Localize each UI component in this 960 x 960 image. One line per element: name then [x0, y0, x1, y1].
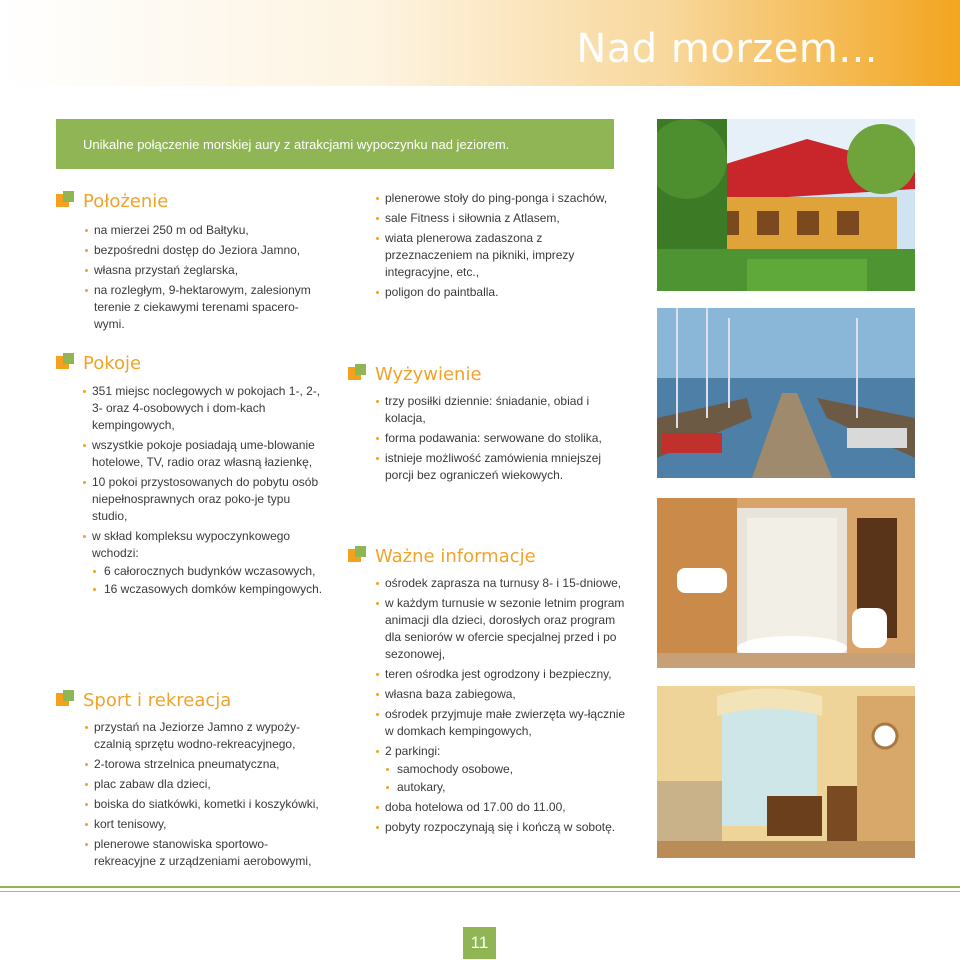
section-title-wyzywienie: Wyżywienie: [375, 364, 482, 385]
list-item: plenerowe stanowiska sportowo-rekreacyjne z urządzeniami aerobowymi,: [85, 836, 326, 870]
room-photo-image: [657, 686, 915, 858]
photo-pier: [657, 308, 915, 478]
sub-list-item: samochody osobowe,: [385, 761, 630, 778]
list-item: doba hotelowa od 17.00 do 11.00,: [376, 799, 630, 816]
polozenie-list: [85, 222, 321, 333]
list-item: ośrodek zaprasza na turnusy 8- i 15-dniowe,: [376, 575, 630, 592]
section-wyzywienie: [348, 364, 630, 487]
list-item: własna przystań żeglarska,: [85, 262, 321, 279]
list-item: 2-torowa strzelnica pneumatyczna,: [85, 756, 326, 773]
list-item: na mierzei 250 m od Bałtyku,: [85, 222, 321, 239]
page-number: 11: [463, 927, 496, 959]
list-item: przystań na Jeziorze Jamno z wypoży-czalnią sprzętu wodno-rekreacyjnego,: [85, 719, 326, 753]
intro-banner-text: Unikalne połączenie morskiej aury z atrakcjami wypoczynku nad jeziorem.: [83, 137, 510, 152]
section-header: [56, 690, 326, 714]
sub-list-item: 6 całorocznych budynków wczasowych,: [92, 563, 326, 580]
sub-list-item: autokary,: [385, 779, 630, 796]
list-item: własna baza zabiegowa,: [376, 686, 630, 703]
list-item: plenerowe stoły do ping-ponga i szachów,: [376, 190, 631, 207]
section-wazne: [348, 546, 630, 839]
page-header: [0, 0, 960, 86]
section-title-polozenie: Położenie: [83, 191, 169, 212]
list-item: istnieje możliwość zamówienia mniejszej porcji bez ograniczeń wiekowych.: [376, 450, 630, 484]
pokoje-list: [83, 383, 326, 598]
list-item: boiska do siatkówki, kometki i koszykówki,: [85, 796, 326, 813]
section-title-sport: Sport i rekreacja: [83, 690, 232, 711]
list-item: pobyty rozpoczynają się i kończą w sobotę.: [376, 819, 630, 836]
list-item: bezpośredni dostęp do Jeziora Jamno,: [85, 242, 321, 259]
section-header: [56, 353, 326, 377]
wazne-list: [376, 575, 630, 836]
polozenie-cont-list: [376, 190, 631, 301]
photo-building: [657, 119, 915, 291]
section-polozenie: [56, 191, 321, 336]
list-item: sale Fitness i siłownia z Atlasem,: [376, 210, 631, 227]
building-photo-image: [657, 119, 915, 291]
list-item-text: 2 parkingi:: [385, 744, 441, 758]
page-title: Nad morzem...: [576, 26, 878, 72]
bathroom-photo-image: [657, 498, 915, 668]
list-item: kort tenisowy,: [85, 816, 326, 833]
footer-divider-accent: [0, 891, 960, 892]
list-item: poligon do paintballa.: [376, 284, 631, 301]
list-item: w każdym turnusie w sezonie letnim program animacji dla dzieci, dorosłych oraz program dla seniorów w ofercie specjalnej przed i po sezonowej,: [376, 595, 630, 663]
section-header: [348, 546, 630, 570]
list-item: trzy posiłki dziennie: śniadanie, obiad i kolacja,: [376, 393, 630, 427]
section-header: [348, 364, 630, 388]
list-item: plac zabaw dla dzieci,: [85, 776, 326, 793]
pier-photo-image: [657, 308, 915, 478]
list-item: 351 miejsc noclegowych w pokojach 1-, 2-, 3- oraz 4-osobowych i dom-kach kempingowych,: [83, 383, 326, 434]
section-pokoje: [56, 353, 326, 601]
list-item: forma podawania: serwowane do stolika,: [376, 430, 630, 447]
intro-banner: [56, 119, 614, 169]
list-item: ośrodek przyjmuje małe zwierzęta wy-łącznie w domkach kempingowych,: [376, 706, 630, 740]
square-bullet-icon: [56, 353, 75, 372]
square-bullet-icon: [348, 546, 367, 565]
section-polozenie-continued: [376, 190, 631, 304]
photo-bathroom: [657, 498, 915, 668]
section-header: [56, 191, 321, 215]
list-item: [376, 743, 630, 796]
photo-room: [657, 686, 915, 858]
list-item: na rozległym, 9-hektarowym, zalesionym terenie z ciekawymi terenami spacero-wymi.: [85, 282, 321, 333]
section-sport: [56, 690, 326, 873]
list-item: wszystkie pokoje posiadają ume-blowanie hotelowe, TV, radio oraz własną łazienkę,: [83, 437, 326, 471]
sport-list: [85, 719, 326, 870]
section-title-wazne: Ważne informacje: [375, 546, 536, 567]
square-bullet-icon: [56, 191, 75, 210]
list-item: wiata plenerowa zadaszona z przeznaczeniem na pikniki, imprezy integracyjne, etc.,: [376, 230, 631, 281]
pokoje-sublist: [92, 563, 326, 598]
square-bullet-icon: [56, 690, 75, 709]
list-item: 10 pokoi przystosowanych do pobytu osób niepełnosprawnych oraz poko-je typu studio,: [83, 474, 326, 525]
section-title-pokoje: Pokoje: [83, 353, 142, 374]
list-item: [83, 528, 326, 598]
wyzywienie-list: [376, 393, 630, 484]
wazne-sublist: [385, 761, 630, 796]
sub-list-item: 16 wczasowych domków kempingowych.: [92, 581, 326, 598]
footer-divider: [0, 886, 960, 888]
list-item: teren ośrodka jest ogrodzony i bezpieczny,: [376, 666, 630, 683]
list-item-text: w skład kompleksu wypoczynkowego wchodzi:: [92, 529, 291, 560]
square-bullet-icon: [348, 364, 367, 383]
